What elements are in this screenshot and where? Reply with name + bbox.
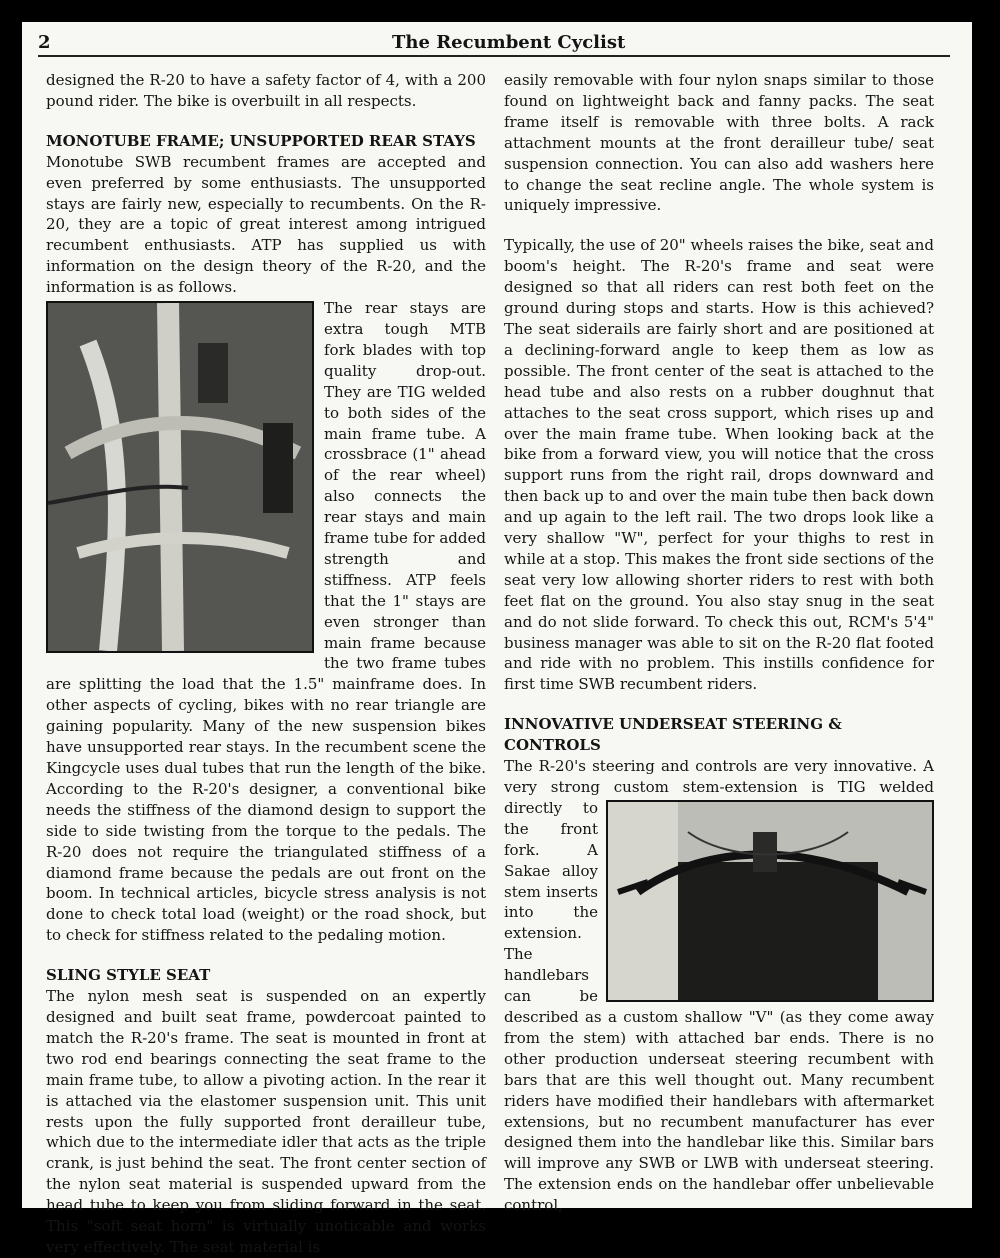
left-column [46,70,486,1258]
monotube-heading: MONOTUBE FRAME; UNSUPPORTED REAR STAYS [46,131,476,150]
steering-paragraph: The R-20's steering and controls are very innovative. A very strong custom stem-extension is TIG welded directly to the front fork. A Sakae alloy stem inserts into the extension. The handlebars can be described as a custom shallow "V" (as they come away from the stem) with attached bar ends. There is no other production underseat steering recumbent with bars that are this well thought out. Many recumbent riders have modified their handlebars with aftermarket extensions, but no recumbent manufacturer has ever designed them into the handlebar like this. Similar bars will improve any SWB or LWB with underseat steering. The extension ends on the handlebar offer unbelievable control, [504,757,934,1215]
page-number: 2 [38,32,51,53]
seat-continued-paragraph: easily removable with four nylon snaps similar to those found on lightweight back and fanny packs. The seat frame itself is removable with three bolts. A rack attachment mounts at the front derailleur tube/ seat suspension connection. You can also add washers here to change the seat recline angle. The whole system is uniquely impressive. [504,71,934,215]
sling-seat-paragraph: The nylon mesh seat is suspended on an expertly designed and built seat frame, powdercoat painted to match the R-20's frame. The seat is mounted in front at two rod end bearings connecting the seat frame to the main frame tube, to allow a pivoting action. In the rear it is attached via the elastomer suspension unit. This unit rests upon the fully supported front derailleur tube, which due to the intermediate idler that acts as the triple crank, is just behind the seat. The front center section of the nylon seat material is suspended upward from the head tube to keep you from sliding forward in the seat. This "soft seat horn" is virtually unoticable and works very effectively. The seat material is [46,987,486,1256]
sling-seat-heading: SLING STYLE SEAT [46,966,211,985]
monotube-paragraph-1: Monotube SWB recumbent frames are accepted and even preferred by some enthusiasts. The unsupported stays are fairly new, especially to recumbents. On the R-20, they are a topic of great interest among intrigued recumbent enthusiasts. ATP has supplied us with information on the design theory of the R-20, and the information is as follows. [46,152,486,297]
handlebar-photo [606,800,934,1002]
intro-paragraph: designed the R-20 to have a safety factor of 4, with a 200 pound rider. The bike is overbuilt in all respects. [46,71,486,110]
header-rule [38,55,950,57]
right-column [504,70,934,1216]
magazine-page [22,22,972,1256]
wheels-paragraph: Typically, the use of 20" wheels raises the bike, seat and boom's height. The R-20's frame and seat were designed so that all riders can rest both feet on the ground during stops and starts. How is this achieved? The seat siderails are fairly short and are positioned at a declining-forward angle to keep them as low as possible. The front center of the seat is attached to the head tube and also rests on a rubber doughnut that attaches to the seat cross support, which rises up and over the main frame tube. When looking back at the bike from a forward view, you will notice that the cross support runs from the right rail, drops downward and then back up to and over the main tube then back down and up again to the left rail. The two drops look like a very shallow "W", perfect for your thighs to rest in while at a stop. This makes the front side sections of the seat very low allowing shorter riders to rest with both feet flat on the ground. You also stay snug in the seat and do not slide forward. To check this out, RCM's 5'4" business manager was able to sit on the R-20 flat footed and ride with no problem. This instills confidence for first time SWB recumbent riders. [504,236,934,694]
steering-heading: INNOVATIVE UNDERSEAT STEERING & CONTROLS [504,715,842,755]
monotube-paragraph-2: The rear stays are extra tough MTB fork blades with top quality drop-out. They are TIG welded to both sides of the main frame tube. A crossbrace (1" ahead of the rear wheel) also connects the rear stays and main frame tube for added strength and stiffness. ATP feels that the 1" stays are even stronger than main frame because the two frame tubes are splitting the load that the 1.5" mainframe does. In other aspects of cycling, bikes with no rear triangle are gaining popularity. Many of the new suspension bikes have unsupported rear stays. In the recumbent scene the Kingcycle uses dual tubes that run the length of the bike. According to the R-20's designer, a conventional bike needs the stiffness of the diamond design to support the side to side twisting from the torque to the pedals. The R-20 does not require the triangulated stiffness of a diamond frame because the pedals are out front on the boom. In technical articles, bicycle stress analysis is not done to check total load (weight) or the road shock, but to check for stiffness related to the pedaling motion. [46,299,486,945]
publication-title: The Recumbent Cyclist [392,32,626,53]
rear-stays-photo [46,301,314,653]
